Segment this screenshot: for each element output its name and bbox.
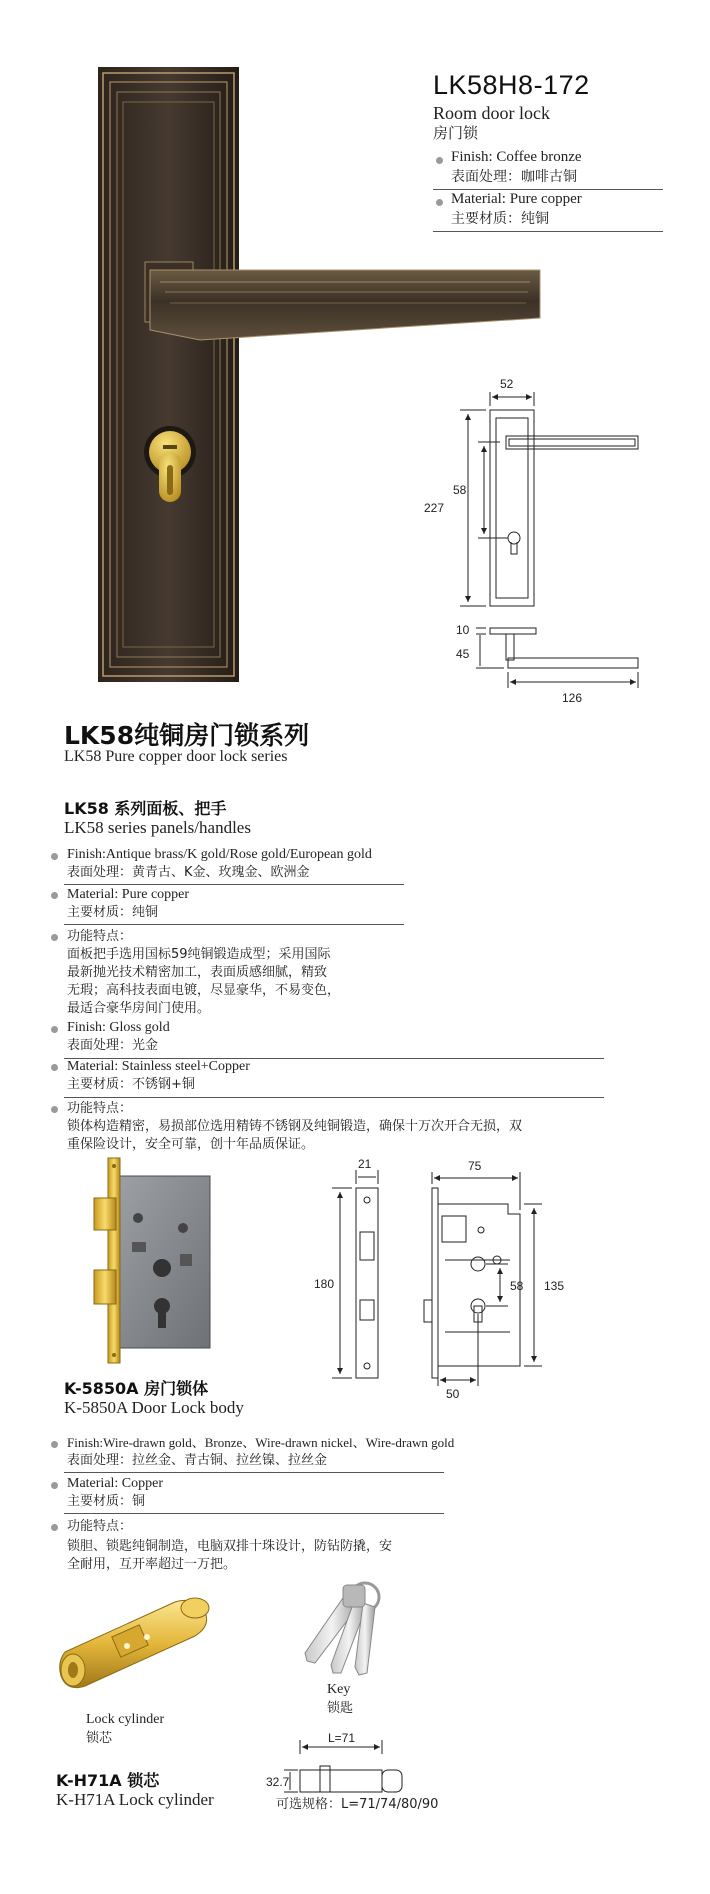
dim-faceplate-width: 21 [358,1157,372,1171]
divider [64,1472,444,1473]
series-material2-en: Material: Stainless steel+Copper [67,1059,250,1074]
bullet [51,1524,58,1531]
bullet [51,1106,58,1113]
lock-material-en: Material: Copper [67,1476,164,1491]
lock-body-dimension-drawing [314,1157,580,1401]
series-material2-cn: 主要材质：不锈钢+铜 [67,1077,195,1092]
key-caption-cn: 锁匙 [327,1701,354,1716]
lock-feature-line: 全耐用，互开率超过一万把。 [67,1557,237,1572]
lock-material-cn: 主要材质：铜 [67,1494,146,1509]
door-lock-dimension-drawing [420,370,640,710]
product-name-en: Room door lock [433,103,550,123]
series-feature2-line: 重保险设计，安全可靠，创十年品质保证。 [67,1137,315,1152]
dim-faceplate-height: 180 [314,1277,335,1291]
dim-backset: 50 [446,1387,460,1401]
divider [64,884,404,885]
cylinder-title-cn: K-H71A 锁芯 [56,1771,160,1790]
series-subtitle-en: LK58 series panels/handles [64,818,251,837]
divider [433,231,663,232]
lock-body-photo [88,1158,218,1363]
divider [64,1097,604,1098]
lock-finish-en: Finish:Wire-drawn gold、Bronze、Wire-drawn nickel、Wire-drawn gold [67,1435,455,1450]
lock-feature-line: 锁胆、锁匙纯铜制造，电脑双排十珠设计，防钻防撬，安 [67,1539,393,1554]
cylinder-length-label: L=71 [328,1731,356,1745]
lock-feature-head: 功能特点： [67,1519,133,1534]
dim-depth-top: 10 [456,623,470,637]
dim-handle-length: 126 [562,691,583,705]
dim-center-distance: 58 [510,1279,524,1293]
bullet [51,1482,58,1489]
product-name-cn: 房门锁 [433,124,479,142]
series-finish2-cn: 表面处理：光金 [67,1038,159,1053]
cylinder-caption-cn: 锁芯 [86,1731,113,1746]
series-title-en: LK58 Pure copper door lock series [64,748,288,765]
spec-finish-en: Finish: Coffee bronze [451,149,582,165]
dim-depth-bottom: 45 [456,647,470,661]
series-finish2-en: Finish: Gloss gold [67,1020,170,1035]
series-feature2-head: 功能特点： [67,1101,133,1116]
series-feature-line: 最新抛光技术精密加工，表面质感细腻，精致 [67,965,328,980]
cylinder-diameter-label: 32.7 [266,1775,290,1789]
series-feature-line: 最适合豪华房间门使用。 [67,1001,211,1016]
series-material-en: Material: Pure copper [67,887,190,902]
dim-handle-offset: 58 [453,483,467,497]
product-model: LK58H8-172 [433,70,590,100]
handle-lever [150,270,540,340]
bullet [51,934,58,941]
dim-case-height: 135 [544,1279,565,1293]
lock-body-title-en: K-5850A Door Lock body [64,1398,244,1417]
dim-height: 227 [424,501,445,515]
series-feature2-line: 锁体构造精密，易损部位选用精铸不锈钢及纯铜锻造，确保十万次开合无损，双 [67,1119,523,1134]
dim-width: 52 [500,377,514,391]
lock-cylinder-photo [55,1582,225,1702]
bullet [51,1026,58,1033]
divider [64,924,404,925]
series-title-cn: LK58纯铜房门锁系列 [64,721,310,750]
series-finish-cn: 表面处理：黄青古、K金、玫瑰金、欧洲金 [67,865,310,880]
bullet [51,892,58,899]
spec-material-cn: 主要材质：纯铜 [451,211,549,227]
keys-photo [285,1575,405,1685]
bullet [51,1441,58,1448]
divider [64,1513,444,1514]
lock-finish-cn: 表面处理：拉丝金、青古铜、拉丝镍、拉丝金 [67,1453,328,1468]
dim-case-width: 75 [468,1159,482,1173]
bullet [51,853,58,860]
series-feature-head: 功能特点： [67,929,133,944]
bullet [436,157,443,164]
cylinder-title-en: K-H71A Lock cylinder [56,1790,214,1809]
series-feature-line: 面板把手选用国标59纯铜锻造成型；采用国际 [67,947,331,962]
series-subtitle-cn: LK58 系列面板、把手 [64,799,227,818]
cylinder-caption-en: Lock cylinder [86,1712,165,1727]
bullet [51,1064,58,1071]
key-caption-en: Key [327,1682,351,1697]
divider [433,189,663,190]
lock-body-title-cn: K-5850A 房门锁体 [64,1379,209,1398]
spec-finish-cn: 表面处理：咖啡古铜 [451,169,577,185]
spec-material-en: Material: Pure copper [451,191,582,207]
bullet [436,199,443,206]
series-material-cn: 主要材质：纯铜 [67,905,159,920]
series-finish-en: Finish:Antique brass/K gold/Rose gold/European gold [67,847,372,862]
series-feature-line: 无瑕；高科技表面电镀，尽显豪华，不易变色， [67,983,341,998]
cylinder-options: 可选规格：L=71/74/80/90 [276,1797,439,1812]
